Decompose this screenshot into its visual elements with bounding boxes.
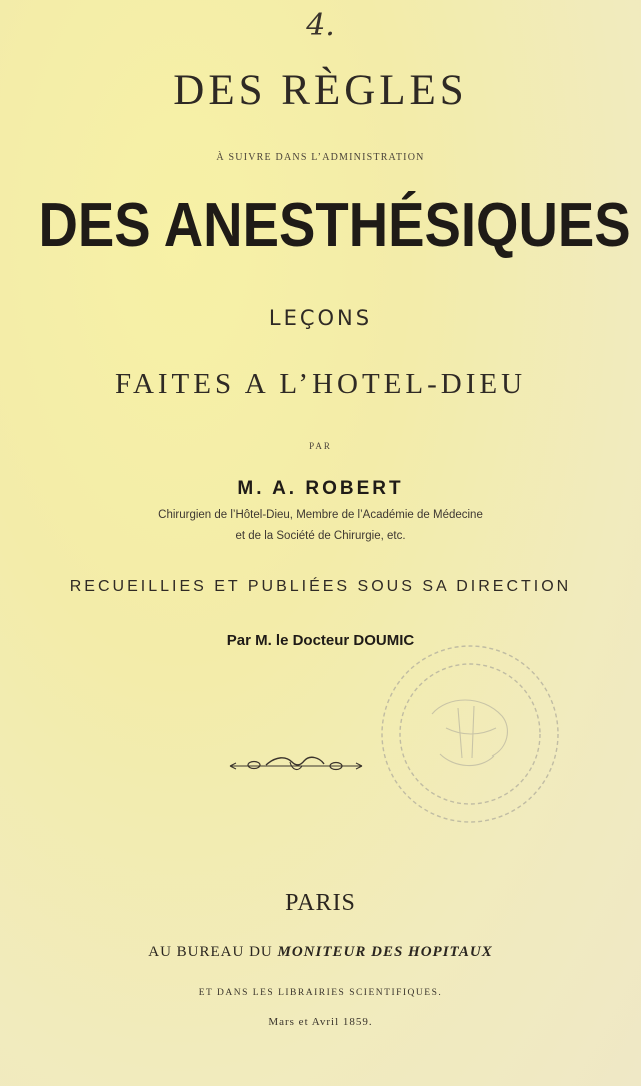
author-affiliation-line-1: Chirurgien de l’Hôtel-Dieu, Membre de l’Académie de Médecine <box>158 509 483 521</box>
handwritten-note: 4. <box>306 8 335 43</box>
faites-heading: FAITES A L’HOTEL-DIEU <box>114 368 527 400</box>
author-name: M. A. ROBERT <box>237 478 404 499</box>
author-affiliation-line-2: et de la Société de Chirurgie, etc. <box>235 530 406 542</box>
publisher-line <box>0 944 641 961</box>
libraires-line: ET DANS LES LIBRAIRIES SCIENTIFIQUES. <box>198 988 443 998</box>
title-line-2: DES ANESTHÉSIQUES <box>38 191 631 260</box>
library-stamp-icon <box>362 636 572 836</box>
publication-date: Mars et Avril 1859. <box>268 1016 373 1028</box>
printer-ornament-icon <box>226 752 366 778</box>
editor-line: Par M. le Docteur DOUMIC <box>226 632 415 649</box>
par-label: PAR <box>309 441 332 451</box>
title-line-1: DES RÈGLES <box>173 67 468 114</box>
city: PARIS <box>285 890 356 916</box>
recueillies-line: RECUEILLIES ET PUBLIÉES SOUS SA DIRECTION <box>69 578 572 595</box>
subtitle: À SUIVRE DANS L’ADMINISTRATION <box>216 152 425 163</box>
publisher-prefix: AU BUREAU DU <box>148 944 278 960</box>
lecons-heading: LEÇONS <box>268 306 373 330</box>
publisher-journal: MONITEUR DES HOPITAUX <box>277 944 493 960</box>
